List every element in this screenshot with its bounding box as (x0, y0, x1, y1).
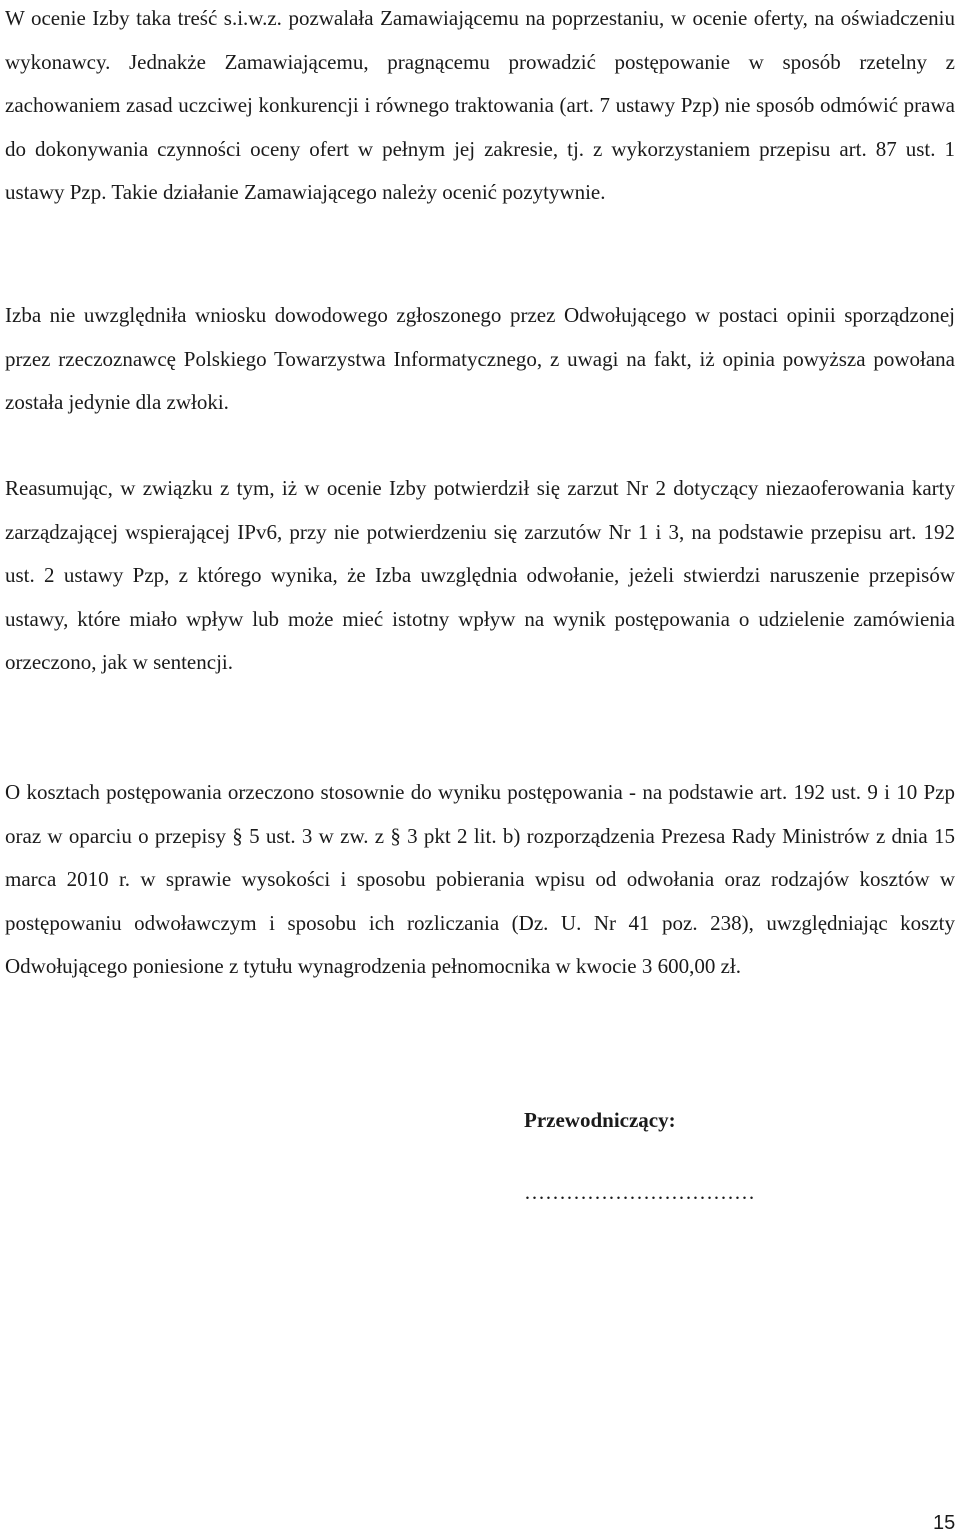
signature-title: Przewodniczący: (524, 1108, 676, 1132)
paragraph-assessment: W ocenie Izby taka treść s.i.w.z. pozwalała Zamawiającemu na poprzestaniu, w ocenie oferty, na oświadczeniu wykonawcy. Jednakże Zamawiającemu, pragnącemu prowadzić postępowanie w sposób rzetelny z zachowaniem zasad uczciwej konkurencji i równego traktowania (art. 7 ustawy Pzp) nie sposób odmówić prawa do dokonywania czynności oceny ofert w pełnym jej zakresie, tj. z wykorzystaniem przepisu art. 87 ust. 1 ustawy Pzp. Takie działanie Zamawiającego należy ocenić pozytywnie. (5, 6, 955, 204)
paragraph-evidence-motion: Izba nie uwzględniła wniosku dowodowego zgłoszonego przez Odwołującego w postaci opinii sporządzonej przez rzeczoznawcę Polskiego Towarzystwa Informatycznego, z uwagi na fakt, iż opinia powyższa powołana została jedynie dla zwłoki. (5, 303, 955, 414)
page-number: 15 (933, 1512, 956, 1534)
paragraph-summary: Reasumując, w związku z tym, iż w ocenie Izby potwierdził się zarzut Nr 2 dotyczący niezaoferowania karty zarządzającej wspierającej IPv6, przy nie potwierdzeniu się zarzutów Nr 1 i 3, na podstawie przepisu art. 192 ust. 2 ustawy Pzp, z którego wynika, że Izba uwzględnia odwołanie, jeżeli stwierdzi naruszenie przepisów ustawy, które miało wpływ lub może mieć istotny wpływ na wynik postępowania o udzielenie zamówienia orzeczono, jak w sentencji. (5, 476, 955, 674)
paragraph-costs: O kosztach postępowania orzeczono stosownie do wyniku postępowania - na podstawie art. 192 ust. 9 i 10 Pzp oraz w oparciu o przepisy § 5 ust. 3 w zw. z § 3 pkt 2 lit. b) rozporządzenia Prezesa Rady Ministrów z dnia 15 marca 2010 r. w sprawie wysokości i sposobu pobierania wpisu od odwołania oraz rodzajów kosztów w postępowaniu odwoławczym i sposobu ich rozliczania (Dz. U. Nr 41 poz. 238), uwzględniając koszty Odwołującego poniesione z tytułu wynagrodzenia pełnomocnika w kwocie 3 600,00 zł. (5, 780, 955, 978)
signature-line: …………………………… (524, 1180, 755, 1204)
